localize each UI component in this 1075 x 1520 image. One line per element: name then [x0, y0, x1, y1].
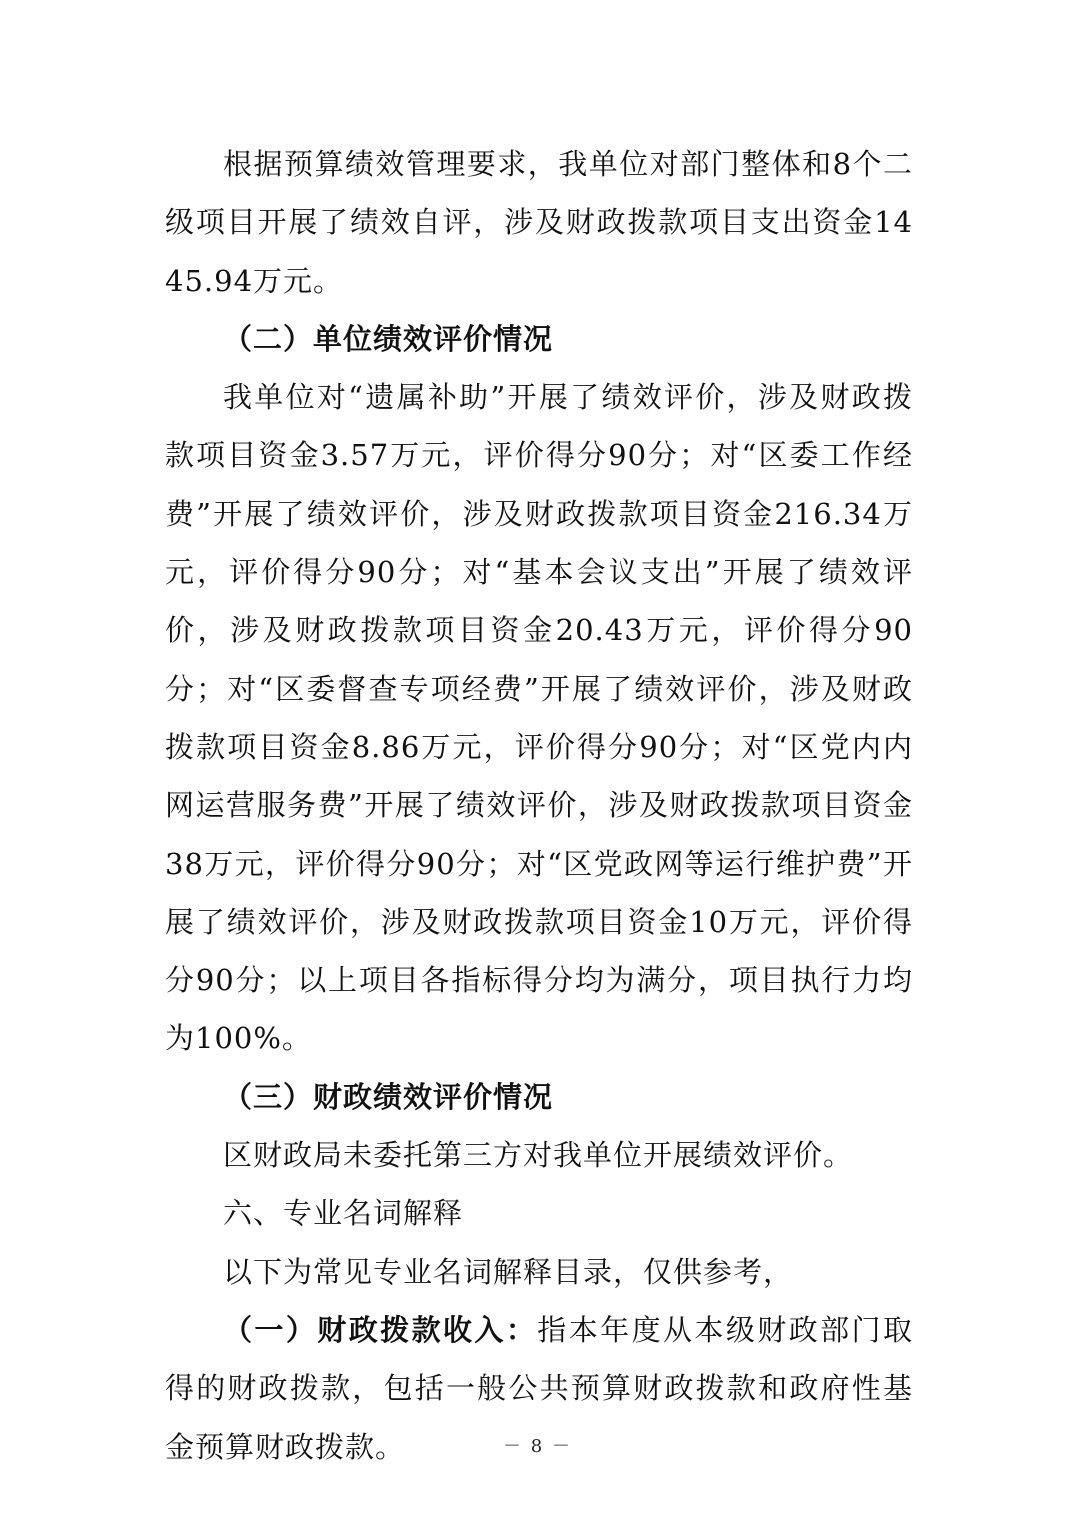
heading-terminology: 六、专业名词解释 — [223, 1196, 464, 1231]
heading-finance-evaluation: （三）财政绩效评价情况 — [223, 1079, 554, 1114]
document-body — [165, 135, 913, 1476]
term-definition: 指本年度从本级财政部门取得的财政拨款，包括一般公共预算财政拨款和政府性基金预算财政拨款。 — [165, 1312, 913, 1464]
heading-unit-evaluation: （二）单位绩效评价情况 — [223, 321, 554, 356]
paragraph-terminology-intro: 以下为常见专业名词解释目录，仅供参考， — [223, 1254, 794, 1289]
page-number: － 8 － — [503, 1436, 572, 1457]
paragraph-unit-evaluation-details: 我单位对“遗属补助”开展了绩效评价，涉及财政拨款项目资金3.57万元，评价得分90分；对“区委工作经费”开展了绩效评价，涉及财政拨款项目资金216.34万元，评价得分90分；对“基本会议支出”开展了绩效评价，涉及财政拨款项目资金20.43万元，评价得分90分；对“区委督查专项经费”开展了绩效评价，涉及财政拨款项目资金8.86万元，评价得分90分；对“区党内内网运营服务费”开展了绩效评价，涉及财政拨款项目资金38万元，评价得分90分；对“区党政网等运行维护费”开展了绩效评价，涉及财政拨款项目资金10万元，评价得分90分；以上项目各指标得分均为满分，项目执行力均为100%。 — [165, 380, 913, 1056]
term-label: （一）财政拨款收入： — [223, 1312, 538, 1347]
paragraph-finance-evaluation: 区财政局未委托第三方对我单位开展绩效评价。 — [223, 1138, 854, 1173]
paragraph-self-evaluation: 根据预算绩效管理要求，我单位对部门整体和8个二级项目开展了绩效自评，涉及财政拨款项目支出资金1445.94万元。 — [165, 147, 913, 298]
